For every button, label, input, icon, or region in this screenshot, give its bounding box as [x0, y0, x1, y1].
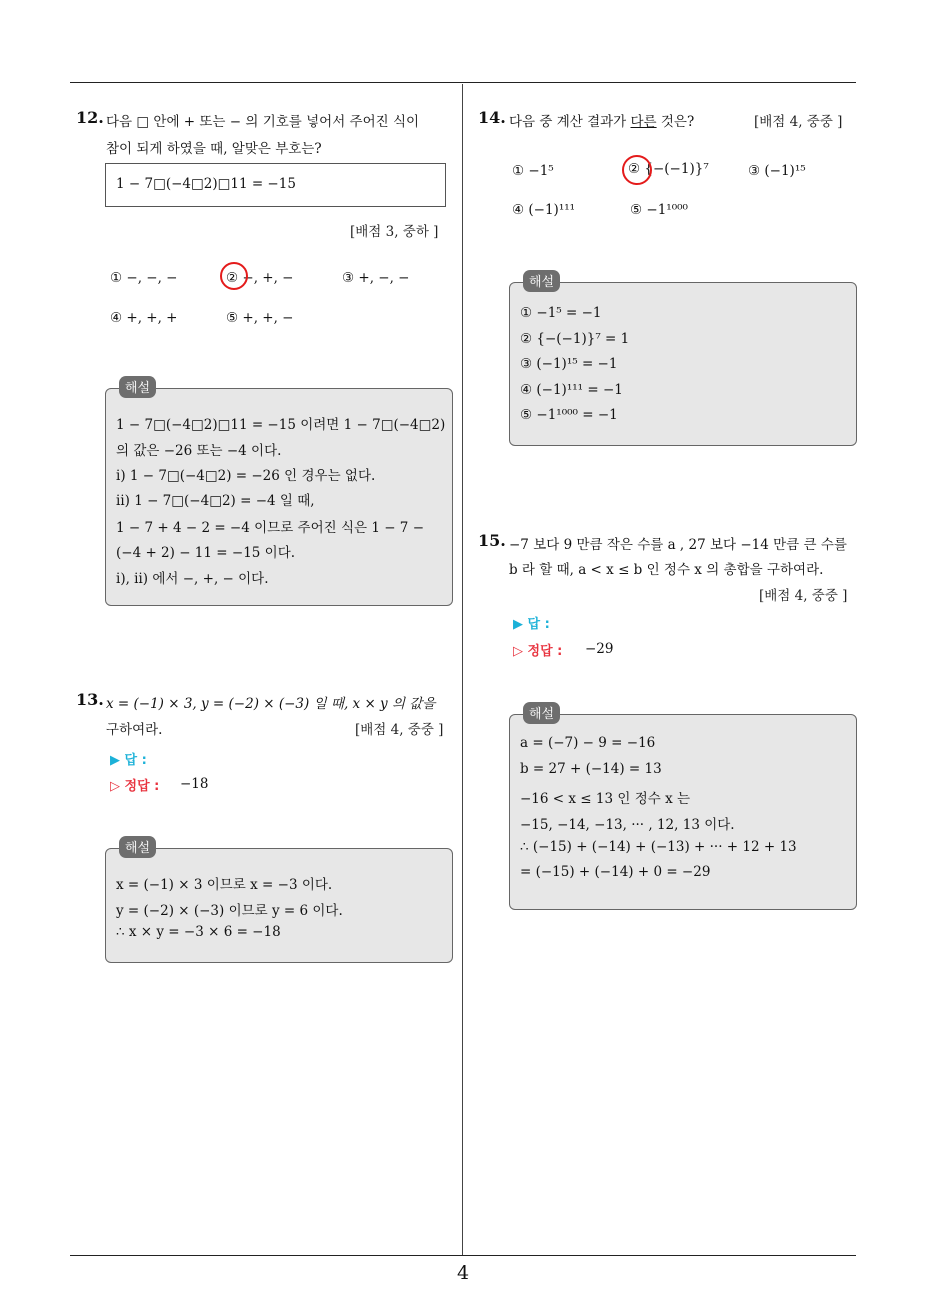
question-number: 12. [76, 108, 104, 127]
solution-line: ⑤ −1¹⁰⁰⁰ = −1 [520, 407, 618, 423]
solution-tag: 해설 [119, 836, 156, 858]
question-number: 14. [478, 108, 506, 127]
solution-box [509, 714, 857, 910]
answer-mark-circle [622, 155, 652, 185]
solution-line: ∴ (−15) + (−14) + (−13) + ··· + 12 + 13 [520, 839, 797, 855]
question-text-line1: x = (−1) × 3, y = (−2) × (−3) 일 때, x × y 의 값을 [106, 696, 436, 712]
answer-field-label[interactable]: ▶ 답 : [110, 753, 147, 768]
question-text-line1: −7 보다 9 만큼 작은 수를 a , 27 보다 −14 만큼 큰 수를 [509, 537, 847, 553]
question-text-line2: 구하여라. [106, 722, 163, 738]
correct-answer-label: ▷ 정답 : [513, 644, 563, 659]
solution-line: ∴ x × y = −3 × 6 = −18 [116, 924, 281, 940]
answer-field-label[interactable]: ▶ 답 : [513, 617, 550, 632]
solution-box [509, 282, 857, 446]
column-divider [462, 84, 463, 1256]
solution-line: 의 값은 −26 또는 −4 이다. [116, 443, 282, 459]
solution-line: (−4 + 2) − 11 = −15 이다. [116, 545, 296, 561]
score-difficulty: [배점 4, 중중 ] [754, 114, 843, 130]
answer-mark-circle [220, 262, 248, 290]
top-rule [70, 82, 856, 83]
solution-line: 1 − 7 + 4 − 2 = −4 이므로 주어진 식은 1 − 7 − [116, 520, 425, 536]
solution-box [105, 848, 453, 963]
choice-5[interactable]: ⑤ −1¹⁰⁰⁰ [630, 202, 688, 218]
question-text-underlined: 다른 [630, 114, 657, 130]
correct-answer-value: −29 [585, 641, 614, 657]
score-difficulty: [배점 3, 중하 ] [350, 224, 439, 240]
question-number: 13. [76, 690, 104, 709]
score-difficulty: [배점 4, 중중 ] [759, 588, 848, 604]
solution-line: ④ (−1)¹¹¹ = −1 [520, 382, 623, 398]
page-number: 4 [456, 1262, 470, 1284]
solution-tag: 해설 [523, 270, 560, 292]
score-difficulty: [배점 4, 중중 ] [355, 722, 444, 738]
solution-line: = (−15) + (−14) + 0 = −29 [520, 864, 711, 880]
question-text-line2: b 라 할 때, a < x ≤ b 인 정수 x 의 총합을 구하여라. [509, 562, 824, 578]
choice-1[interactable]: ① −1⁵ [512, 163, 554, 179]
question-text-a: 다음 중 계산 결과가 [509, 114, 631, 130]
choice-3[interactable]: ③ (−1)¹⁵ [748, 163, 806, 179]
solution-line: ① −1⁵ = −1 [520, 305, 602, 321]
question-text-b: 것은? [656, 114, 695, 130]
choice-2[interactable]: ② {−(−1)}⁷ [628, 161, 709, 177]
choice-1[interactable]: ① −, −, − [110, 270, 178, 286]
solution-line: b = 27 + (−14) = 13 [520, 761, 662, 777]
solution-line: −16 < x ≤ 13 인 정수 x 는 [520, 791, 691, 807]
solution-line: ⅰ) 1 − 7□(−4□2) = −26 인 경우는 없다. [116, 468, 376, 484]
solution-line: x = (−1) × 3 이므로 x = −3 이다. [116, 877, 333, 893]
expression-box [105, 163, 446, 207]
solution-line: ⅱ) 1 − 7□(−4□2) = −4 일 때, [116, 493, 315, 509]
correct-answer-label: ▷ 정답 : [110, 779, 160, 794]
solution-line: 1 − 7□(−4□2)□11 = −15 이려면 1 − 7□(−4□2) [116, 417, 446, 433]
solution-line: ⅰ), ⅱ) 에서 −, +, − 이다. [116, 571, 269, 587]
choice-4[interactable]: ④ (−1)¹¹¹ [512, 202, 576, 218]
solution-line: ② {−(−1)}⁷ = 1 [520, 331, 630, 347]
expression-text: 1 − 7□(−4□2)□11 = −15 [116, 176, 296, 192]
choice-2[interactable]: ② −, +, − [226, 270, 294, 286]
solution-line: a = (−7) − 9 = −16 [520, 735, 656, 751]
solution-line: ③ (−1)¹⁵ = −1 [520, 356, 618, 372]
bottom-rule [70, 1255, 856, 1256]
choice-4[interactable]: ④ +, +, + [110, 310, 178, 326]
solution-line: −15, −14, −13, ··· , 12, 13 이다. [520, 817, 735, 833]
solution-line: y = (−2) × (−3) 이므로 y = 6 이다. [116, 903, 343, 919]
solution-tag: 해설 [119, 376, 156, 398]
question-number: 15. [478, 531, 506, 550]
correct-answer-value: −18 [180, 776, 209, 792]
question-text-line1: 다음 □ 안에 + 또는 − 의 기호를 넣어서 주어진 식이 [106, 114, 420, 130]
question-text-line2: 참이 되게 하였을 때, 알맞은 부호는? [106, 141, 322, 157]
question-text-line1 [509, 110, 694, 130]
choice-5[interactable]: ⑤ +, +, − [226, 310, 294, 326]
solution-tag: 해설 [523, 702, 560, 724]
choice-3[interactable]: ③ +, −, − [342, 270, 410, 286]
solution-box [105, 388, 453, 606]
